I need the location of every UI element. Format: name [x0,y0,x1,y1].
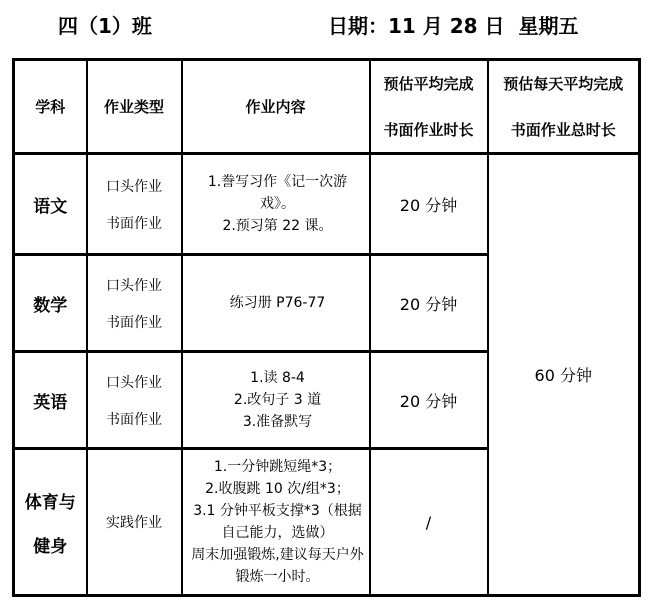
content-text: 1.读 8-4 2.改句子 3 道 3.准备默写 [233,370,322,430]
type-cell [87,449,182,596]
header-type: 作业类型 [87,60,182,154]
table-header-row [14,60,640,154]
content-text: 练习册 P76-77 [229,295,326,311]
type-text: 实践作业 [106,515,162,531]
content-text: 1.誊写习作《记一次游戏》。 2.预习第 22 课。 [207,174,348,234]
subject-cell [14,352,87,449]
date-label: 日期：11 月 28 日 星期五 [328,14,579,38]
content-cell [182,255,370,352]
table-row-chinese [14,154,640,255]
title-bar [0,0,647,50]
class-name: 四（1）班 [58,14,152,38]
header-avg-time-lines: 预估平均完成 书面作业时长 [383,75,474,139]
subject-text: 数学 [33,295,68,316]
total-time-cell: 60 分钟 [488,154,640,596]
header-subject: 学科 [14,60,87,154]
content-cell [182,352,370,449]
type-cell [87,255,182,352]
type-text: 口头作业 书面作业 [106,374,162,428]
time-cell: / [370,449,488,596]
header-total-time [488,60,640,154]
subject-cell [14,449,87,596]
content-cell [182,154,370,255]
content-text: 1.一分钟跳短绳*3； 2.收腹跳 10 次/组*3； 3.1 分钟平板支撑*3（根据自己能力，选做） 周末加强锻炼,建议每天户外锻炼一小时。 [191,459,364,585]
type-cell [87,154,182,255]
homework-table [12,58,641,597]
subject-text: 英语 [33,392,68,413]
time-cell: 20 分钟 [370,255,488,352]
header-avg-time [370,60,488,154]
time-cell: 20 分钟 [370,154,488,255]
header-total-time-lines: 预估每天平均完成 书面作业总时长 [503,75,624,139]
type-text: 口头作业 书面作业 [106,178,162,232]
header-content: 作业内容 [182,60,370,154]
subject-text: 体育与 健身 [24,492,76,557]
type-cell [87,352,182,449]
type-text: 口头作业 书面作业 [106,277,162,331]
subject-cell [14,154,87,255]
subject-text: 语文 [33,196,68,217]
content-cell [182,449,370,596]
time-cell: 20 分钟 [370,352,488,449]
subject-cell [14,255,87,352]
